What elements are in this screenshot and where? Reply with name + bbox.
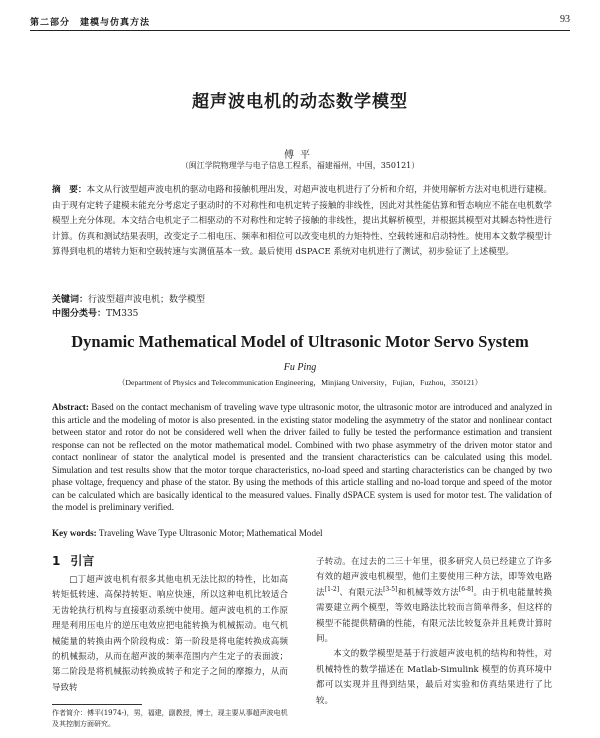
intro-paragraph-right-1 — [316, 555, 552, 647]
body-column-left — [52, 573, 288, 696]
intro-text-segment: 。由于机电能量转换需要建立两个模型，等效电路法比较而言简单得多，但这样的模型不能提供精确的性能，有限元法比较复杂并且耗费计算时间。 — [316, 587, 552, 645]
english-affiliation: （Department of Physics and Telecommunication Engineering，Minjiang University，Fujian，Fuzhou，350121） — [117, 378, 483, 387]
intro-text-segment: 、有限元法 — [339, 587, 384, 598]
chinese-abstract-text: 本文从行波型超声波电机的驱动电路和接触机理出发，对超声波电机进行了分析和介绍，并使用解析方法对电机进行建模。由于现有定转子建模未能充分考虑定子驱动时的不对称性和电机定转子接触的非线性，因此对其性能估算和暂态响应不能在电机数学模型上充分体现。本文结合电机定子二相驱动的不对称性和定转子接触的非线性，提出其解析模型，并根据其模型对其瞬态特性进行计算。仿真和测试结果表明，改变定子二相电压、频率和相位可以改变电机的力矩特性、空载转速和启动特性。使用本文数学模型计算得到电机的堵转力矩和空载转速与实测值基本一致。最后使用 dSPACE 系统对电机进行了测试，初步验证了上述模型。 — [52, 185, 552, 257]
citation: [1-2] — [324, 585, 340, 593]
running-header — [30, 12, 570, 31]
footnote: 作者简介：傅平(1974-)，男，福建，副教授，博士，现主要从事超声波电机及其控制方面研究。 — [52, 709, 288, 728]
intro-text-segment: 子转动。在过去的二三十年里，很多研究人员已经建立了许多有效的超声波电机模型，他们主要使用三种方法，即等效电路法 — [316, 557, 552, 598]
chinese-affiliation: （闽江学院物理学与电子信息工程系，福建福州，中国，350121） — [180, 161, 420, 170]
citation: [3-5] — [383, 585, 398, 593]
intro-text-segment: 和机械等效方法 — [397, 587, 459, 598]
section-number: 1 — [52, 554, 61, 568]
header-section-title: 第二部分 建模与仿真方法 — [30, 18, 151, 28]
intro-paragraph-left: □丁超声波电机有很多其他电机无法比拟的特性，比如高转矩低转速、高保持转矩、响应快速，所以这种电机比较适合无齿轮执行机构与直接驱动系统中使用。超声波电机的工作原理是利用压电片的逆压电效应把电能转换为机械振动。电气机械能量的转换由两个阶段构成：第一阶段是将电能转换成高频的机械振动，从而在超声波的频率范围内产生定子的表面波；第二阶段是将机械振动转换成转子和定子之间的摩擦力，从而导致转 — [52, 575, 288, 693]
chinese-keywords — [52, 292, 205, 305]
chinese-keywords-text: 行波型超声波电机；数学模型 — [88, 295, 206, 305]
chinese-keywords-label: 关键词： — [52, 295, 89, 305]
classification-value: TM335 — [106, 309, 139, 319]
chinese-abstract-label: 摘 要： — [52, 185, 87, 195]
citation: [6-8] — [458, 585, 474, 593]
classification-number — [52, 306, 138, 319]
english-keywords-text: Traveling Wave Type Ultrasonic Motor; Mathematical Model — [98, 528, 323, 538]
section-heading-introduction — [52, 552, 94, 569]
chinese-author: 傅平 — [284, 150, 316, 161]
english-author: Fu Ping — [283, 362, 317, 373]
english-abstract-text: Based on the contact mechanism of traveling wave type ultrasonic motor, the ultrasonic motor are introduced and analyzed in this article and the modeling of motor is also presented. in the existing stator modeling the asymmetry of the stator and nonlinear contact between stator and rotor do not be considered well when the driver failed to fully be tested the performance estimation and transient response can not be reflected on the motor mathematical model. Combined with two phase asymmetry of the driven motor stator and contact nonlinear of stator the analytical model is presented and the transient characteristics can be calculated using this model. Simulation and test results show that the motor torque characteristics, no-load speed and starting characteristics can be changed by two phase voltage, frequency and phase of the stator. By using the methods of this article stalling and no-load torque and speed of the motor can be calculated which are basically identical to the measured values. Finally dSPACE system is used for motor test. The validation of the model is preliminary verified. — [52, 402, 552, 512]
chinese-title: 超声波电机的动态数学模型 — [192, 92, 408, 112]
intro-paragraph-right-2 — [316, 647, 552, 709]
english-abstract-label: Abstract: — [52, 402, 89, 412]
page-number: 93 — [560, 14, 570, 25]
intro-text-segment: 本文的数学模型是基于行波超声波电机的结构和特性，对机械特性的数学描述在 Matlab-Simulink 模型的仿真环境中都可以实现并且得到结果，最后对实验和仿真结果进行了比较。 — [316, 649, 552, 706]
english-title: Dynamic Mathematical Model of Ultrasonic Motor Servo System — [71, 332, 529, 351]
english-abstract — [52, 401, 552, 514]
english-keywords — [52, 528, 323, 538]
body-column-right — [316, 555, 552, 709]
english-keywords-label: Key words: — [52, 528, 97, 538]
footnote-divider — [52, 704, 142, 705]
section-title: 引言 — [70, 554, 95, 568]
classification-label: 中图分类号： — [52, 309, 107, 319]
chinese-abstract — [52, 183, 552, 261]
